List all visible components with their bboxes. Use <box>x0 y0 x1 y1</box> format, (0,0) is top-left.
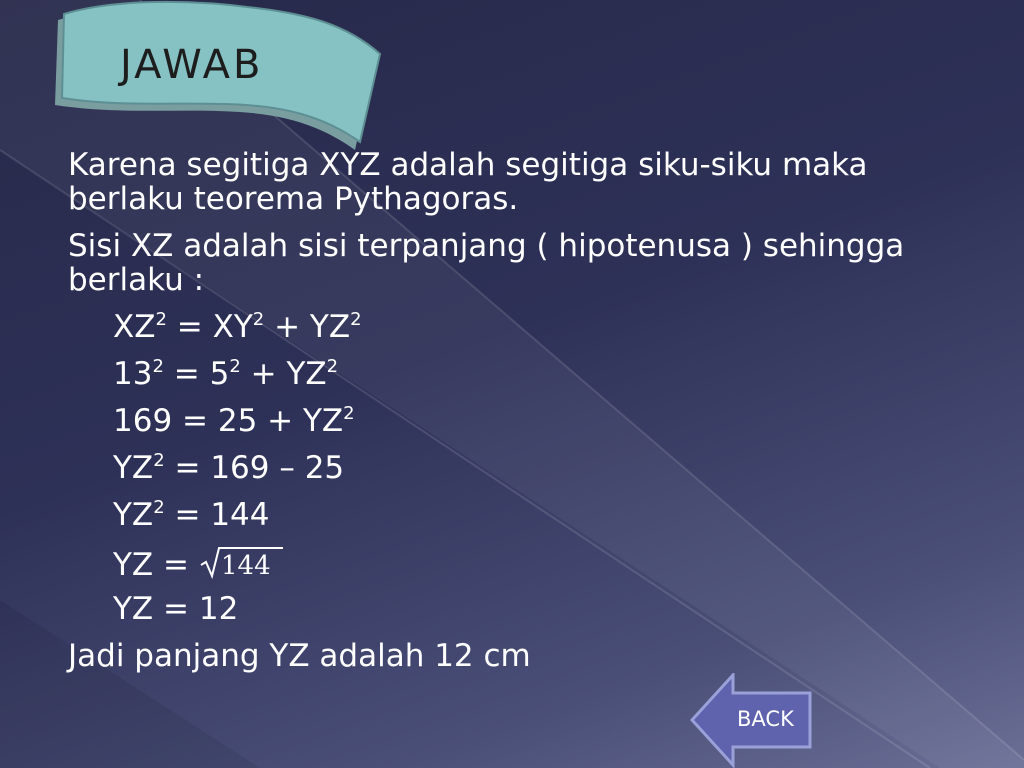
equation-step-6: YZ = 144 <box>68 545 968 579</box>
equation-step-1: $XZ^2 = XY^2 + YZ^2$ <box>113 309 362 345</box>
square-root-icon <box>199 545 285 579</box>
sqrt-radicand: 144 <box>220 551 271 579</box>
equation-step-2: $13^2 = 5^2 + YZ^2$ <box>113 356 339 392</box>
paragraph-hypotenuse: Sisi XZ adalah sisi terpanjang ( hipotenusa ) sehingga berlaku : <box>68 228 905 298</box>
conclusion-text: Jadi panjang YZ adalah 12 cm <box>68 638 531 674</box>
equation-step-3: $169 = 25 + YZ^2$ <box>113 403 355 439</box>
equation-step-4: $YZ^2 = 169 - 25$ <box>113 450 345 486</box>
back-button-label[interactable]: BACK <box>737 707 794 731</box>
equation-step-7: YZ = 12 <box>113 591 239 627</box>
equation-step-5: $YZ^2 = 144$ <box>113 497 270 533</box>
slide-title: JAWAB <box>120 42 264 88</box>
slide-content <box>68 148 968 686</box>
paragraph-pythagoras: Karena segitiga XYZ adalah segitiga siku-siku maka berlaku teorema Pythagoras. <box>68 147 868 217</box>
